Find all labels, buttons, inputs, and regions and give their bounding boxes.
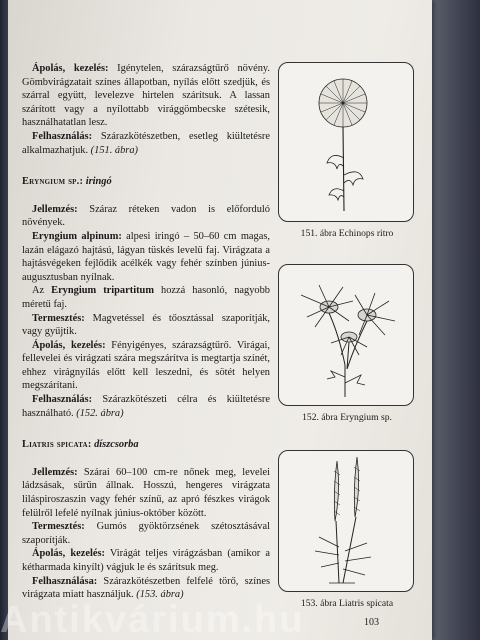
text-felhasznalas: Szárazkötészetben, esetleg kiültetésre alkalmazhatjuk. [22,130,270,156]
figure-153-caption: 153. ábra Liatris spicata [300,598,394,609]
section3-heading [22,438,270,452]
text-jellemzes: Száraz réteken vadon is előforduló növények. [22,203,270,229]
section3-apolas [22,547,270,574]
backdrop-right [432,0,480,640]
figure-153 [278,450,416,609]
label-jellemzes-3: Jellemzés: [32,466,78,478]
label-alpinum: Eryngium alpinum: [32,230,122,242]
heading-diszcsorba: díszcsorba [91,439,139,451]
text-termesztes-3: Gumós gyöktörzsének szétosztásával szaporítják. [22,521,270,546]
watermark: Antikvárium.hu [0,600,305,640]
figure-ref-151: (151. ábra) [88,144,139,156]
figure-151-caption: 151. ábra Echinops ritro [300,228,394,239]
section2-felhasznalas [22,393,270,420]
label-termesztes: Termesztés: [32,312,85,324]
liatris-illustration [279,451,413,591]
label-felhasznalas-3: Felhasználása: [32,575,98,587]
text-felhasznalas-2: Szárazkötészeti célra és kiültetésre használható. [22,394,270,419]
text-felhasznalas-3: Szárazkötészetben felfelé törő, színes virágzata miatt használjuk. [22,575,270,601]
section2-heading [22,175,270,189]
section2-tripartitum [22,284,270,311]
figure-ref-152: (152. ábra) [73,407,124,419]
label-felhasznalas: Felhasználás: [32,130,93,142]
text-jellemzes-3: Szárai 60–100 cm-re nőnek meg, levelei ládzsásak, sűrűn állnak. Hosszú, hengeres virágzata liláspiroszaszin vagy fehér színű, az apró fészkes virágok felülről lefelé nyílnak június-október között. [22,466,270,519]
figure-152 [278,264,416,423]
label-apolas-3: Ápolás, kezelés: [32,548,105,560]
text-apolas-3: Virágát teljes virágzásban (amikor a kétharmada kinyílt) vágjuk le és szárítsuk meg. [22,548,270,573]
text-apolas-2: Fényigényes, szárazságtűrő. Virágai, fellevelei és virágzati szára megszárítva is megtartja színét, ehhez virágnyílás előtt kell leszedni, és sötét helyen megszárítani. [22,339,270,392]
text-column [22,62,270,602]
book-page [8,0,432,640]
section3-felhasznalas [22,575,270,602]
text-termesztes: Magvetéssel és tőosztással szaporítják, vagy gyűjtik. [22,312,270,338]
eryngium-illustration [279,265,413,405]
figure-151-frame [278,62,414,222]
text-tripartitum-prefix: Az [32,285,52,297]
section2-termesztes [22,312,270,339]
label-felhasznalas-2: Felhasználás: [32,394,93,406]
heading-liatris: Liatris spicata: [22,439,92,451]
section1-felhasznalas [22,130,270,157]
label-apolas: Ápolás, kezelés: [32,63,109,74]
figure-153-frame [278,450,414,592]
label-tripartitum: Eryngium tripartitum [51,285,154,297]
label-termesztes-3: Termesztés: [32,521,85,533]
heading-eryngium: Eryngium sp.: [22,176,84,188]
text-tripartitum: hozzá hasonló, nagyobb méretű faj. [22,285,270,310]
label-jellemzes: Jellemzés: [32,203,78,215]
section1-apolas [22,62,270,130]
echinops-illustration [279,63,413,221]
figure-152-frame [278,264,414,406]
heading-iringo: iringó [83,176,112,188]
section3-termesztes [22,520,270,547]
figure-ref-153: (153. ábra) [133,589,184,601]
figure-151 [278,62,416,239]
figure-152-caption: 152. ábra Eryngium sp. [302,412,392,423]
label-apolas-2: Ápolás, kezelés: [32,339,106,351]
section3-jellemzes [22,466,270,520]
section2-apolas [22,339,270,393]
text-apolas: Igénytelen, szárazságtűrő növény. Gömbvirágzatait színes állapotban, nyílás előtt szedjük, és szárral együtt, levelezve hirtelen szárítsuk. A lassan szárított vagy a nyílottabb virággömbecske szétesik, használhatatlan lesz. [22,63,271,129]
section2-alpinum [22,230,270,284]
text-alpinum: alpesi iringó – 50–60 cm magas, lazán elágazó hajtású, lágyan tüskés levelű faj. Virágzata a hajtásvégeken fejlődik acélkék vagy fehér színben június-augusztusban nyílnak. [22,230,270,283]
section2-jellemzes [22,203,270,230]
page-number: 103 [364,617,379,628]
